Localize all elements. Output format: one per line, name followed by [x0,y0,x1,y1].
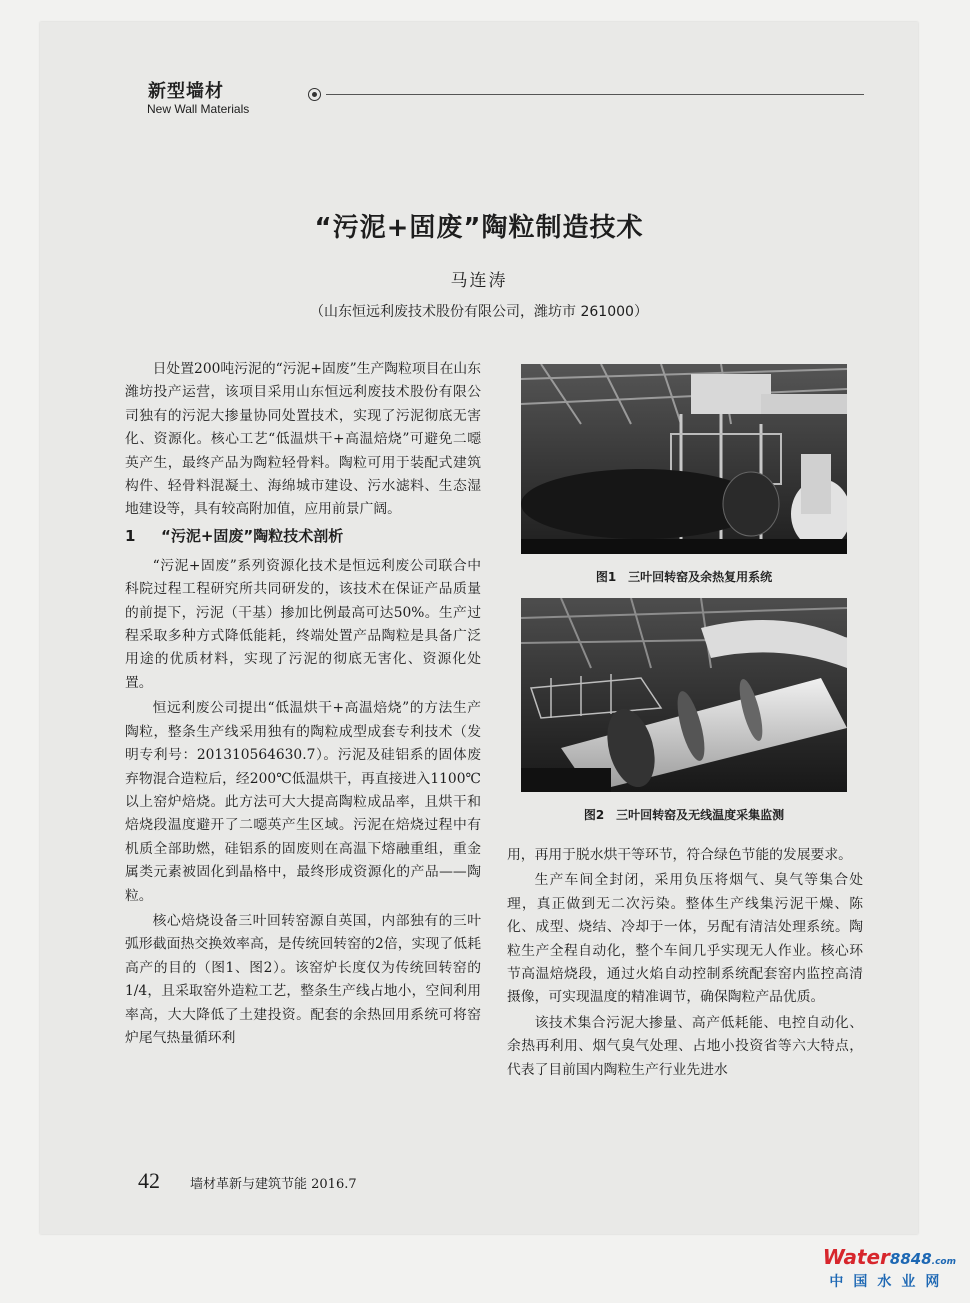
affiliation: （山东恒远利废技术股份有限公司，潍坊市 261000） [310,304,648,320]
body-paragraph: 恒远利废公司提出“低温烘干+高温焙烧”的方法生产陶粒，整条生产线采用独有的陶粒成型成套专利技术（发明专利号：201310564630.7）。污泥及硅铝系的固体废弃物混合造粒后，经200℃低温烘干，再直接进入1100℃以上窑炉焙烧。此方法可大大提高陶粒成品率，且烘干和焙烧段温度避开了二噁英产生区域。污泥在焙烧过程中有机质全部助燃，硅铝系的固废则在高温下熔融重组，重金属类元素被固化到晶格中，最终形成资源化的产品——陶粒。 [125,700,481,904]
page-footer [138,1168,357,1194]
figure-2-caption: 图2 三叶回转窑及无线温度采集监测 [583,808,785,822]
figure-2 [521,598,847,823]
figure-2-photo [521,598,847,792]
author: 马连涛 [450,271,508,291]
body-paragraph-continued: 用，再用于脱水烘干等环节，符合绿色节能的发展要求。 [507,847,852,863]
section-subtitle: New Wall Materials [147,102,250,116]
figure-1-caption: 图1 三叶回转窑及余热复用系统 [595,570,773,584]
journal-citation: 墙材革新与建筑节能 2016.7 [190,1177,357,1192]
section-number: 1 [125,526,136,545]
article-title: “污泥+固废”陶粒制造技术 [314,213,644,243]
intro-paragraph: 日处置200吨污泥的“污泥+固废”生产陶粒项目在山东潍坊投产运营，该项目采用山东恒远利废技术股份有限公司独有的污泥大掺量协同处置技术，实现了污泥彻底无害化、资源化。核心工艺“低温烘干+高温焙烧”可避免二噁英产生，最终产品为陶粒轻骨料。陶粒可用于装配式建筑构件、轻骨料混凝土、海绵城市建设、污水滤料、生态湿地建设等，具有较高附加值，应用前景广阔。 [125,361,481,518]
figure-1-photo [521,364,847,554]
watermark-logo-suffix: .com [931,1257,956,1267]
header-divider [326,94,864,95]
section-heading-text: “污泥+固废”陶粒技术剖析 [161,526,344,545]
body-paragraph: “污泥+固废”系列资源化技术是恒远利废公司联合中科院过程工程研究所共同研发的，该技术在保证产品质量的前提下，污泥（干基）掺加比例最高可达50%。生产过程采取多种方式降低能耗，终端处置产品陶粒是具备广泛用途的优质材料，实现了污泥的彻底无害化、资源化处置。 [125,557,481,691]
body-paragraph: 生产车间全封闭，采用负压将烟气、臭气等集合处理，真正做到无二次污染。整体生产线集污泥干燥、陈化、成型、烧结、冷却于一体，另配有清洁处理系统。陶粒生产全程自动化，整个车间几乎实现无人作业。核心环节高温焙烧段，通过火焰自动控制系统配套窑内监控高清摄像，可实现温度的精准调节，确保陶粒产品优质。 [507,872,863,1006]
page-number: 42 [138,1168,160,1193]
watermark-logo-number: 8848 [889,1250,932,1268]
watermark-subtitle: 中国水业网 [829,1274,950,1290]
watermark-logo [823,1245,956,1269]
header-rule [308,88,864,100]
site-watermark [823,1245,956,1291]
section-title: 新型墙材 [148,81,224,102]
body-paragraph: 核心焙烧设备三叶回转窑源自英国，内部独有的三叶弧形截面热交换效率高，是传统回转窑的2倍，实现了低耗高产的目的（图1、图2）。该窑炉长度仅为传统回转窑的1/4，且采取窑外造粒工艺，整条生产线占地小，空间利用率高，大大降低了土建投资。配套的余热回用系统可将窑炉尾气热量循环利 [125,912,481,1046]
right-column [507,844,863,1084]
journal-page [40,22,918,1234]
left-column [125,358,481,1052]
target-circle-icon [308,88,321,101]
figure-1 [521,364,847,585]
watermark-logo-text: Water [822,1245,890,1269]
section-heading [125,524,481,548]
body-paragraph: 该技术集合污泥大掺量、高产低耗能、电控自动化、余热再利用、烟气臭气处理、占地小投资省等六大特点，代表了目前国内陶粒生产行业先进水 [507,1014,863,1078]
